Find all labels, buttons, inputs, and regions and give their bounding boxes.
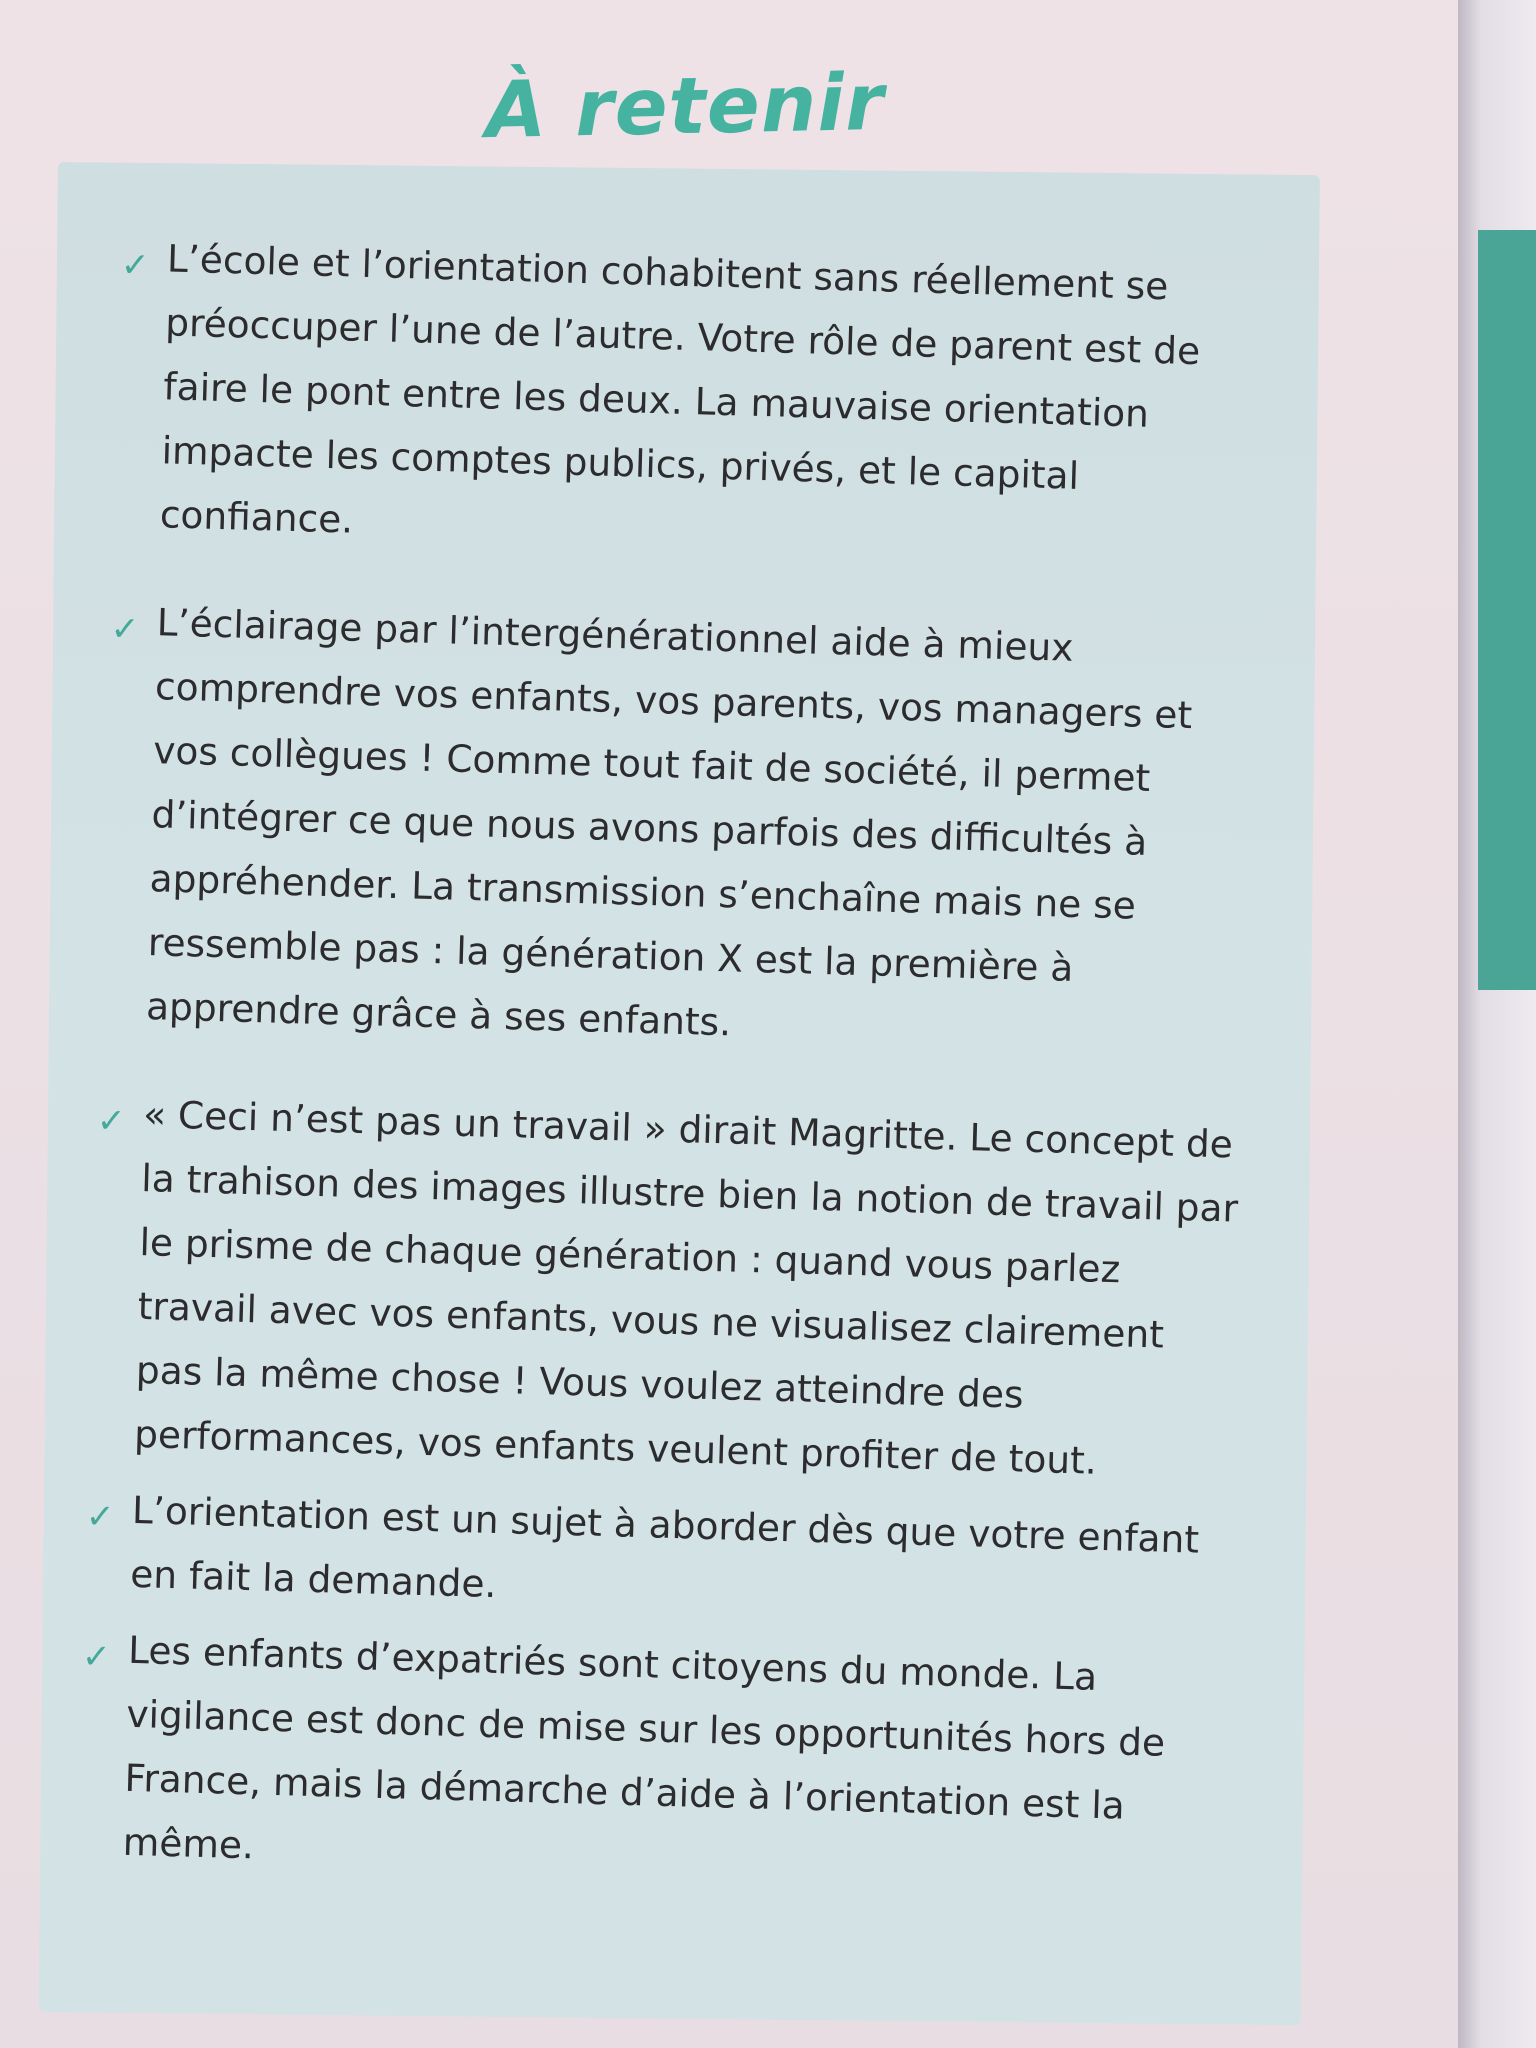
page-title: À retenir [484,57,886,157]
list-item [85,1081,1245,1497]
checkmark-icon: ✓ [85,1496,115,1538]
facing-page-band [1478,230,1536,990]
list-item-text: L’école et l’orientation cohabitent sans réellement se préoccuper l’une de l’autre. Votre rôle de parent est de faire le pont entre les deux. La mauvaise orientation impacte les comptes publics, privés, et le capital confiance. [159,236,1201,542]
list-item [97,589,1259,1069]
checkmark-icon: ✓ [81,1636,112,1678]
checkmark-icon: ✓ [96,1100,127,1142]
list-item-text: L’orientation est un sujet à aborder dès que votre enfant en fait la demande. [129,1487,1200,1607]
checkmark-icon: ✓ [120,245,150,286]
checkmark-icon: ✓ [110,608,140,650]
list-item-text: « Ceci n’est pas un travail » dirait Magritte. Le concept de la trahison des images illustre bien la notion de travail par le prisme de chaque génération : quand vous parlez travail avec vos enfants, vous ne visualisez clairement pas la même chose ! Vous voulez atteindre des performances, vos enfants veulent profiter de tout. [133,1092,1239,1483]
list-item-text: Les enfants d’expatriés sont citoyens du monde. La vigilance est donc de mise sur les opportunités hors de France, mais la démarche d’aide à l’orientation est la même. [122,1627,1166,1868]
summary-list [74,225,1270,1916]
list-item [81,1477,1234,1637]
list-item [74,1616,1231,1904]
list-item [111,225,1269,577]
list-item-text: L’éclairage par l’intergénérationnel aide à mieux comprendre vos enfants, vos parents, vos managers et vos collègues ! Comme tout fait de société, il permet d’intégrer ce que nous avons parfois des difficultés à appréhender. La transmission s’enchaîne mais ne se ressemble pas : la génération X est la première à apprendre grâce à ses enfants. [145,600,1193,1045]
